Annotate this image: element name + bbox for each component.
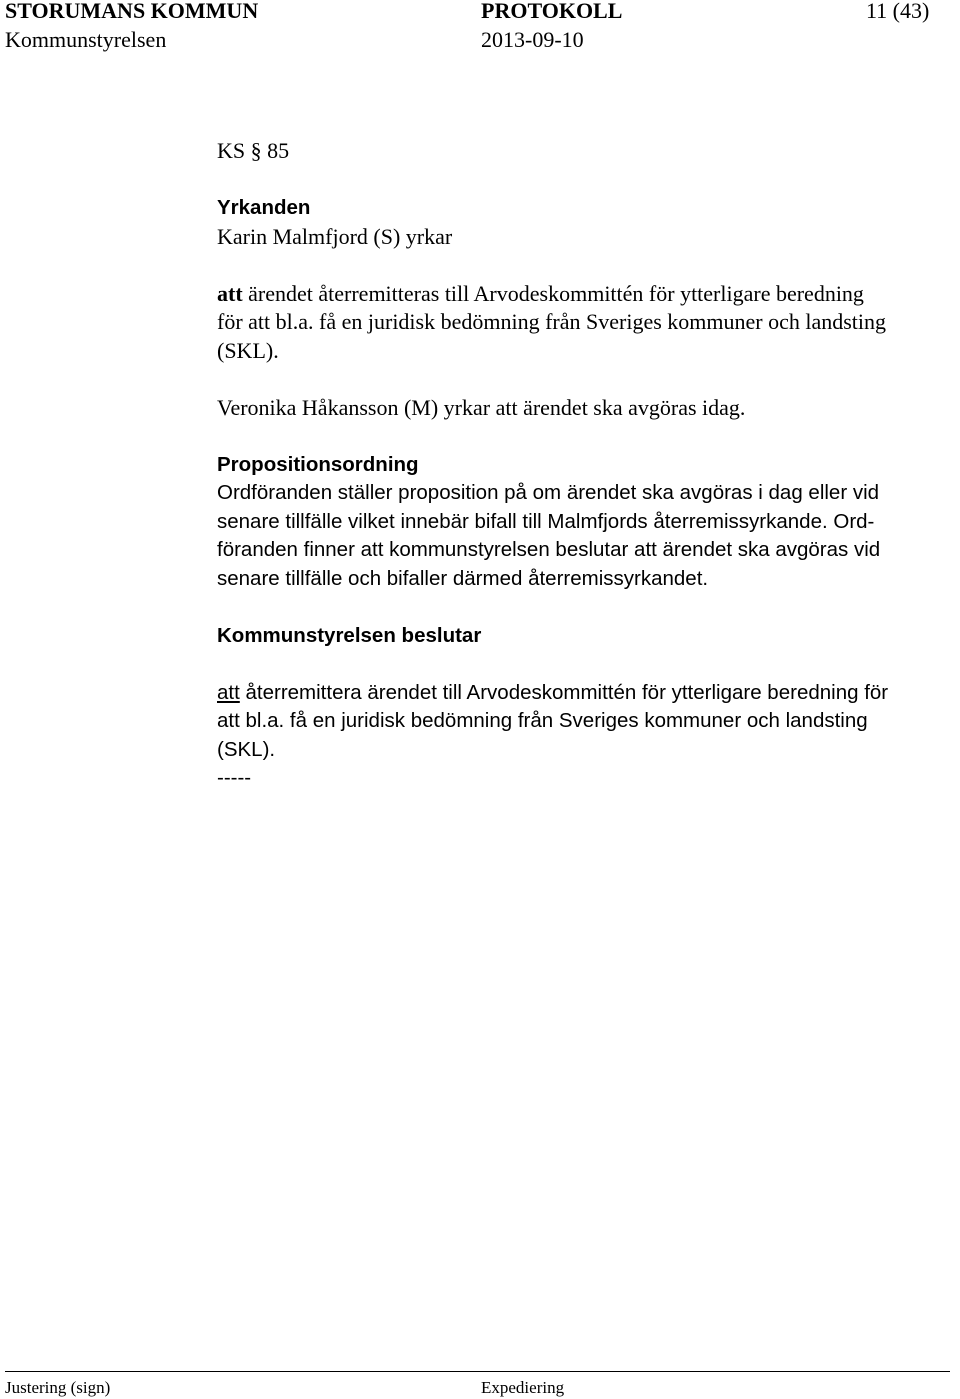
footer-expediering: Expediering — [481, 1378, 565, 1397]
committee-name: Kommunstyrelsen — [5, 27, 167, 52]
beslut-att-keyword: att — [217, 680, 240, 704]
prop-line: föranden finner att kommunstyrelsen beslutar att ärendet ska avgöras vid — [217, 538, 881, 561]
section-reference: KS § 85 — [217, 138, 290, 163]
end-mark: ----- — [217, 766, 252, 789]
prop-line: senare tillfälle vilket innebär bifall till Malmfjords återremissyrkande. Ord- — [217, 509, 875, 533]
beslut-line-1 — [217, 679, 957, 708]
beslut-line-2: att bl.a. få en juridisk bedömning från Sveriges kommuner och landsting — [217, 709, 868, 732]
propositionsordning — [217, 451, 957, 793]
footer-rule — [5, 1371, 950, 1372]
yrkande-1-line-2: för att bl.a. få en juridisk bedömning från Sveriges kommuner och landsting — [217, 309, 887, 334]
document-type: PROTOKOLL — [481, 0, 623, 23]
prop-line: senare tillfälle och bifaller därmed återremissyrkandet. — [217, 566, 709, 590]
yrkande-1-line-1 — [217, 280, 957, 309]
yrkande-2: Veronika Håkansson (M) yrkar att ärendet ska avgöras idag. — [217, 394, 746, 420]
yrkande-1-line-1-text: ärendet återremitteras till Arvodeskommittén för ytterligare beredning — [242, 280, 864, 306]
att-keyword: att — [217, 280, 243, 306]
beslut-heading: Kommunstyrelsen beslutar — [217, 623, 482, 647]
yrkande-1-intro: Karin Malmfjord (S) yrkar — [217, 223, 453, 249]
yrkanden-heading: Yrkanden — [217, 196, 311, 219]
propositionsordning-heading: Propositionsordning — [217, 452, 419, 476]
prop-line: Ordföranden ställer proposition på om ärendet ska avgöras i dag eller vid — [217, 481, 880, 504]
municipality-name: STORUMANS KOMMUN — [5, 0, 259, 23]
yrkande-1-line-3: (SKL). — [217, 337, 279, 363]
meeting-date: 2013-09-10 — [481, 27, 584, 52]
footer-justering: Justering (sign) — [5, 1378, 111, 1397]
beslut-line-3: (SKL). — [217, 737, 276, 761]
page-number: 11 (43) — [866, 0, 930, 23]
beslut-line-1-text: återremittera ärendet till Arvodeskommittén för ytterligare beredning för — [239, 680, 889, 704]
section-content — [217, 137, 957, 793]
